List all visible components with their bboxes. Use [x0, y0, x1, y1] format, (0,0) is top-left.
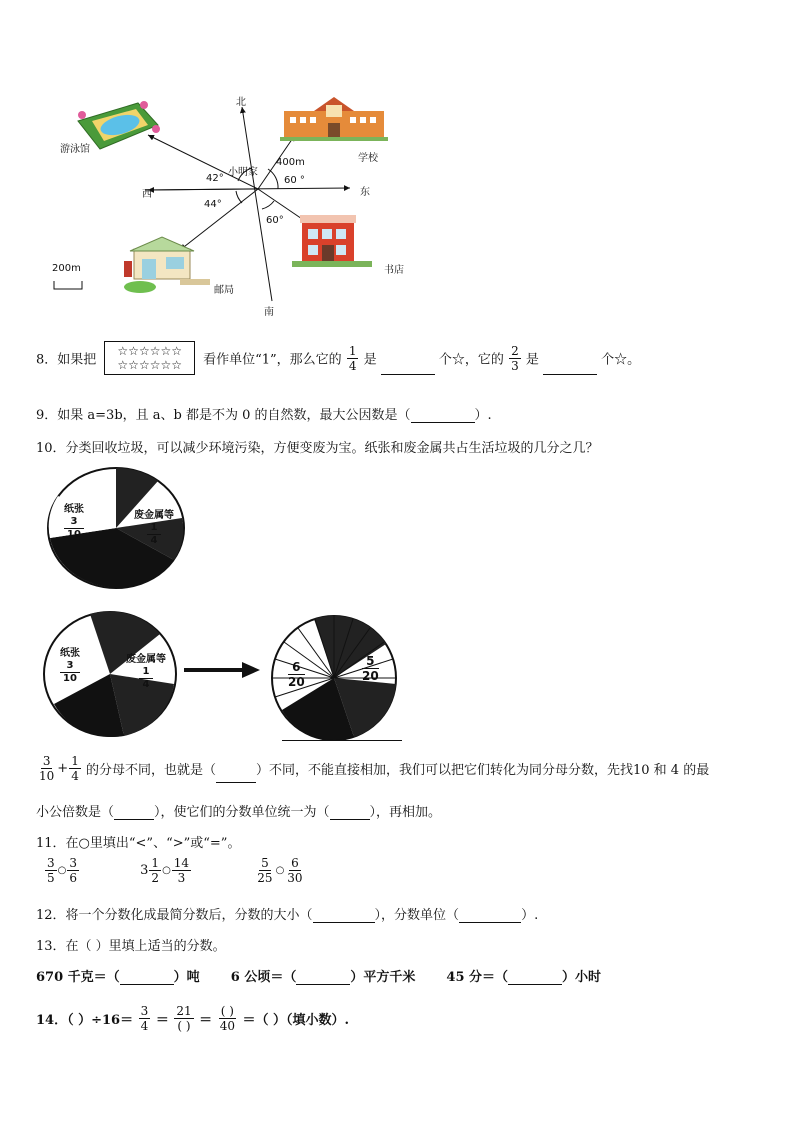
metal-numerator: 1 — [139, 666, 153, 679]
q8-answer-blank-2[interactable] — [543, 360, 597, 375]
metal-text: 废金属等 — [134, 510, 174, 521]
q10-line2-c: ），再相加。 — [369, 805, 442, 820]
pie-chart-2 — [42, 610, 182, 740]
q13-blank-1[interactable] — [120, 970, 174, 985]
frac — [285, 856, 304, 885]
q10-frac-b — [69, 754, 81, 783]
map-home-label: 小明家 — [228, 167, 258, 178]
numerator: 1 — [71, 754, 79, 768]
numerator: 5 — [362, 654, 379, 669]
question-10 — [36, 437, 599, 456]
q9-text: 9．如果 a=3b，且 a、b 都是不为 0 的自然数，最大公因数是（ — [36, 408, 411, 423]
q11-item-c — [254, 856, 305, 885]
q8-text-5: 个☆。 — [601, 352, 641, 368]
q9-end: ）. — [474, 408, 492, 423]
pie2-paper-label — [60, 648, 80, 685]
denominator: 4 — [71, 769, 79, 783]
map-distance-label: 400m — [276, 157, 305, 168]
q14-a: 14．（ ）÷16＝ — [36, 1013, 134, 1028]
denominator: 4 — [348, 358, 357, 373]
pie3-left-fraction — [288, 660, 305, 689]
metal-numerator: 1 — [147, 522, 161, 535]
q12-a: 12．将一个分数化成最简分数后，分数的大小（ — [36, 908, 313, 923]
denominator: 25 — [257, 871, 273, 885]
paper-text: 纸张 — [60, 648, 80, 659]
q14-frac-2[interactable] — [174, 1004, 193, 1033]
direction-map — [40, 85, 420, 325]
numerator: 3 — [69, 856, 78, 870]
star-row-2: ☆☆☆☆☆☆ — [117, 358, 182, 372]
q12-blank-1[interactable] — [313, 908, 375, 923]
metal-text: 废金属等 — [126, 654, 166, 665]
q10-text: 10．分类回收垃圾，可以减少环境污染，方便变废为宝。纸张和废金属共占生活垃圾的几分之几？ — [36, 441, 599, 456]
map-south-label: 南 — [264, 307, 274, 318]
paper-denominator: 10 — [67, 529, 81, 540]
numerator: 6 — [291, 856, 299, 870]
numerator: 3 — [42, 754, 51, 768]
q13-blank-2[interactable] — [296, 970, 350, 985]
q10-explanation-line-1 — [36, 754, 709, 783]
q14-eq-1: ＝ — [155, 1013, 169, 1028]
q13-text: 13．在（ ）里填上适当的分数。 — [36, 939, 226, 954]
numerator: 3 — [47, 856, 55, 870]
pie3-right-fraction — [362, 654, 379, 683]
question-13 — [36, 935, 226, 954]
q10-blank-1[interactable] — [216, 768, 256, 783]
q14-frac-1 — [139, 1004, 151, 1033]
numerator: 3 — [140, 1004, 149, 1018]
map-west-label: 西 — [142, 189, 152, 200]
whole-number: 3 — [140, 863, 149, 878]
map-scale-label: 200m — [52, 263, 81, 274]
q13-item3-b: ）小时 — [562, 970, 602, 985]
denominator: 3 — [511, 358, 519, 373]
denominator: 10 — [39, 769, 55, 783]
pie-chart-3 — [270, 614, 404, 744]
numerator: 5 — [261, 856, 269, 870]
map-angle-ne: 60 ° — [284, 175, 305, 186]
q8-text-1: 看作单位“1”，那么它的 — [203, 352, 342, 368]
paper-numerator: 3 — [64, 516, 84, 529]
paper-numerator: 3 — [60, 660, 80, 673]
map-angle-se: 60° — [266, 215, 284, 226]
question-9 — [36, 404, 492, 423]
plus-sign: + — [57, 761, 69, 776]
question-11 — [36, 832, 240, 851]
q12-b: ），分数单位（ — [374, 908, 460, 923]
q8-fraction-2 — [509, 344, 521, 373]
q13-items — [36, 966, 601, 985]
question-8 — [36, 341, 640, 375]
pie1-paper-label — [64, 504, 84, 541]
q14-b: ＝（ ）（填小数）. — [242, 1013, 350, 1028]
map-east-label: 东 — [360, 187, 370, 198]
paper-text: 纸张 — [64, 504, 84, 515]
compare-circle[interactable]: ○ — [57, 865, 67, 876]
q11-item-b — [140, 856, 250, 885]
q13-item1-b: ）吨 — [173, 970, 200, 985]
q10-frac-a — [37, 754, 56, 783]
pie-chart-1 — [46, 466, 186, 596]
q13-item3-a: 45 分＝（ — [446, 970, 509, 985]
q10-blank-3[interactable] — [330, 805, 370, 820]
q13-item2-b: ）平方千米 — [350, 970, 416, 985]
q12-blank-2[interactable] — [459, 908, 521, 923]
denominator[interactable]: ( ) — [177, 1019, 191, 1033]
denominator: 40 — [219, 1019, 235, 1033]
frac — [172, 856, 191, 885]
numerator: 14 — [173, 856, 190, 870]
map-angle-sw: 44° — [204, 199, 222, 210]
numerator: 1 — [151, 856, 160, 870]
pie2-metal-label — [126, 654, 166, 691]
denominator: 6 — [69, 871, 78, 885]
frac — [255, 856, 274, 885]
q13-item2-a: 6 公顷＝（ — [230, 970, 297, 985]
map-angle-nw: 42° — [206, 173, 224, 184]
compare-circle[interactable]: ○ — [162, 865, 171, 876]
metal-denominator: 4 — [142, 679, 150, 690]
q8-answer-blank-1[interactable] — [381, 360, 435, 375]
map-north-label: 北 — [236, 97, 246, 108]
denominator: 20 — [288, 675, 305, 689]
numerator: 6 — [288, 660, 305, 675]
denominator: 5 — [47, 871, 55, 885]
question-12 — [36, 904, 538, 923]
q8-text-3: 个☆，它的 — [438, 352, 504, 368]
q10-line1-a: 的分母不同，也就是（ — [85, 763, 216, 778]
q8-text-4: 是 — [525, 352, 539, 368]
denominator: 30 — [287, 871, 303, 885]
transform-arrow-icon — [182, 660, 262, 680]
q10-explanation-line-2 — [36, 801, 441, 820]
numerator: 2 — [511, 343, 519, 358]
q14-frac-3[interactable] — [218, 1004, 237, 1033]
denominator: 20 — [362, 669, 379, 683]
numerator[interactable]: ( ) — [220, 1004, 234, 1018]
q13-blank-3[interactable] — [508, 970, 562, 985]
question-14 — [36, 1004, 349, 1033]
numerator: 21 — [176, 1004, 192, 1018]
denominator: 4 — [140, 1019, 149, 1033]
q13-item1-a: 670 千克＝（ — [36, 970, 120, 985]
pie3-baseline — [282, 740, 402, 741]
q10-line2-a: 小公倍数是（ — [36, 805, 115, 820]
map-post-label: 邮局 — [214, 285, 234, 296]
numerator: 1 — [348, 343, 357, 358]
pie1-metal-label — [134, 510, 174, 547]
q11-items — [44, 856, 306, 885]
q8-fraction-1 — [347, 344, 359, 373]
map-bookstore-label: 书店 — [384, 265, 404, 276]
frac — [67, 856, 79, 885]
q9-answer-blank[interactable] — [411, 408, 475, 423]
q11-item-a — [44, 856, 136, 885]
q10-blank-2[interactable] — [114, 805, 154, 820]
metal-denominator: 4 — [150, 535, 158, 546]
map-school-label: 学校 — [358, 153, 378, 164]
q8-text-2: 是 — [363, 352, 377, 368]
star-row-1: ☆☆☆☆☆☆ — [117, 344, 182, 358]
compare-circle[interactable]: ○ — [275, 865, 285, 876]
map-pool-label: 游泳馆 — [60, 144, 90, 155]
q14-eq-2: ＝ — [199, 1013, 213, 1028]
denominator: 3 — [177, 871, 186, 885]
star-box — [104, 341, 195, 375]
q11-text: 11．在○里填出“<”、“>”或“=”。 — [36, 836, 241, 851]
paper-denominator: 10 — [63, 673, 77, 684]
denominator: 2 — [151, 871, 160, 885]
frac — [149, 856, 161, 885]
q12-c: ）. — [521, 908, 539, 923]
q10-line1-b: ）不同，不能直接相加，我们可以把它们转化为同分母分数，先找10 和 4 的最 — [255, 763, 710, 778]
q10-line2-b: ），使它们的分数单位统一为（ — [154, 805, 330, 820]
frac — [45, 856, 57, 885]
q8-prefix: 8．如果把 — [36, 352, 97, 368]
